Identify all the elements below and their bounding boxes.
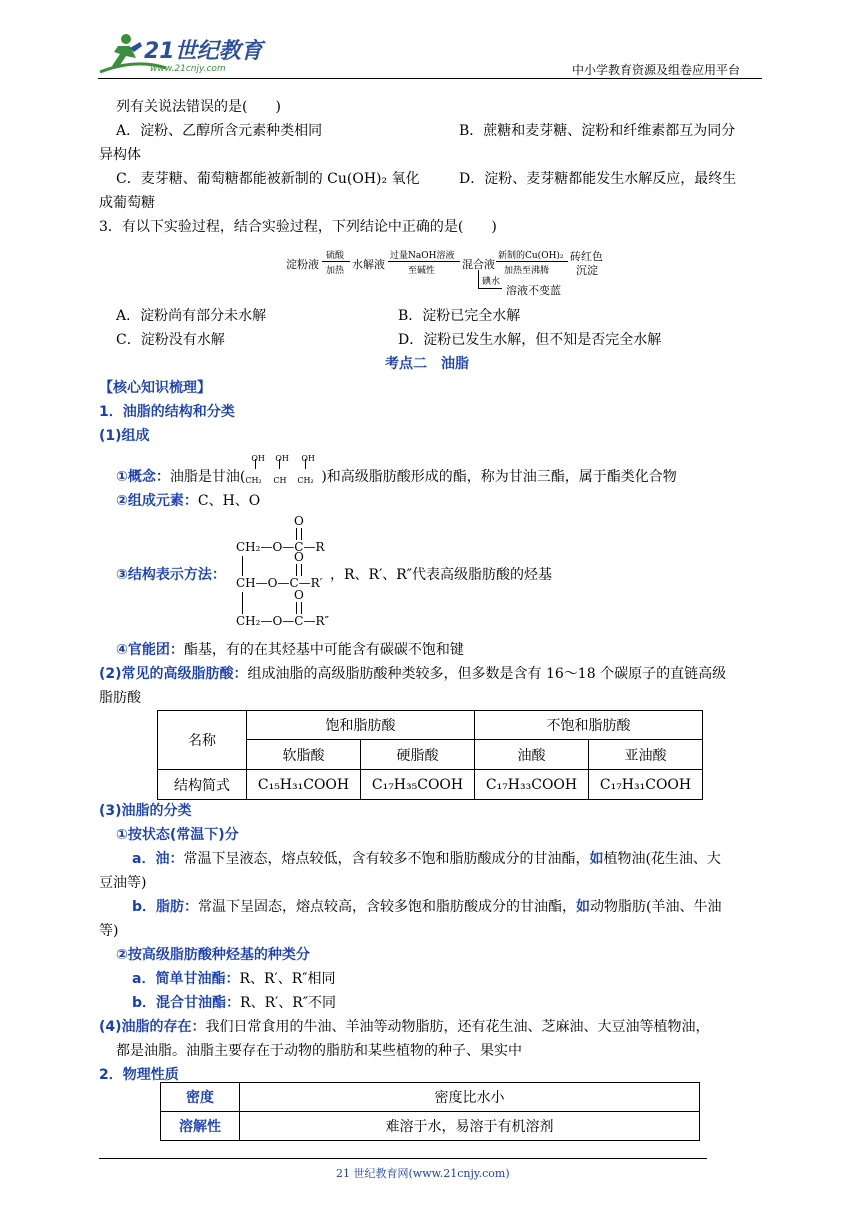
table-header-name: 名称 (158, 711, 247, 770)
glycerol-oh-1: OH (251, 454, 265, 463)
flow-arrow1-top: 硫酸 (326, 251, 345, 261)
q2-option-d-cont: 成葡萄糖 (99, 195, 155, 211)
q2-option-d: D．淀粉、麦芽糖都能发生水解反应，最终生 (459, 171, 737, 187)
ester-row-2: CH—O—C—R′ (236, 576, 323, 590)
logo-url: www.21cnjy.com (150, 64, 226, 74)
glycerol-oh-2: OH (275, 454, 289, 463)
simple-glyceride-line (132, 969, 335, 989)
flow-arrow2-line (388, 261, 460, 262)
table-formula: C₁₇H₃₅COOH (361, 770, 475, 800)
carbonyl-bond-3 (296, 602, 302, 614)
mixed-label: b．混合甘油酯： (132, 995, 241, 1011)
table-formula: C₁₇H₃₃COOH (475, 770, 589, 800)
table-acid-name: 软脂酸 (247, 740, 361, 770)
fatty-acid-table (157, 710, 703, 800)
existence-text-1: 我们日常食用的牛油、羊油等动物脂肪，还有花生油、芝麻油、大豆油等植物油， (205, 1019, 710, 1035)
flow-step-starch: 淀粉液 (286, 258, 319, 271)
q2-option-c: C．麦芽糖、葡萄糖都能被新制的 Cu(OH)₂ 氧化 (116, 171, 420, 187)
flow-arrow3-bottom: 加热至沸腾 (504, 266, 550, 276)
prop-key: 密度 (161, 1083, 240, 1112)
fat-ru: 如 (576, 899, 591, 915)
concept-pre: 油脂是甘油( (169, 469, 246, 485)
q3-option-a: A．淀粉尚有部分未水解 (116, 308, 267, 324)
structure-line (116, 565, 226, 585)
carbonyl-o-2: O (294, 550, 304, 564)
flow-branch-result: 溶液不变蓝 (506, 284, 561, 297)
flow-step-mixture: 混合液 (462, 258, 495, 271)
q3-stem: 3．有以下实验过程，结合实验过程，下列结论中正确的是( ) (99, 219, 497, 235)
section-title: 考点二 油脂 (385, 356, 469, 372)
flow-branch-reagent: 碘水 (482, 277, 501, 287)
oil-line-1 (132, 849, 721, 869)
fat-text-2: 动物脂肪(羊油、牛油 (590, 899, 722, 915)
fat-line-2: 等) (99, 923, 119, 939)
flow-arrow2-top: 过量NaOH溶液 (390, 251, 455, 261)
fat-label: b．脂肪： (132, 899, 199, 915)
s1-3-title: (3)油脂的分类 (99, 803, 192, 819)
flow-arrow1-line (322, 261, 350, 262)
table-acid-name: 硬脂酸 (361, 740, 475, 770)
q3-option-c: C．淀粉没有水解 (116, 332, 225, 348)
flow-branch-arrow (478, 288, 502, 289)
func-label: ④官能团： (116, 642, 184, 658)
q3-option-b: B．淀粉已完全水解 (398, 308, 521, 324)
table-header-saturated: 饱和脂肪酸 (247, 711, 475, 740)
fatty-acid-label: (2)常见的高级脂肪酸： (99, 666, 248, 682)
structure-label: ③结构表示方法： (116, 567, 226, 583)
flow-step-hydrolysate: 水解液 (352, 258, 385, 271)
structure-text: ，R、R′、R″代表高级脂肪酸的烃基 (330, 567, 553, 583)
oil-text-2: 植物油(花生油、大 (603, 851, 721, 867)
q3-option-d: D．淀粉已发生水解，但不知是否完全水解 (398, 332, 662, 348)
simple-label: a．简单甘油酯： (132, 971, 240, 987)
existence-label: (4)油脂的存在： (99, 1019, 206, 1035)
ester-row-1: CH₂—O—C—R (236, 540, 325, 554)
oil-ru: 如 (589, 851, 604, 867)
platform-title: 中小学教育资源及组卷应用平台 (572, 63, 741, 77)
table-formula: C₁₇H₃₁COOH (589, 770, 703, 800)
existence-line-2: 都是油脂。油脂主要存在于动物的脂肪和某些植物的种子、果实中 (116, 1043, 522, 1059)
elements-label: ②组成元素： (116, 493, 198, 509)
oil-text-1: 常温下呈液态，熔点较低，含有较多不饱和脂肪酸成分的甘油酯， (183, 851, 590, 867)
existence-line-1 (99, 1017, 710, 1037)
flow-arrow3-top: 新制的Cu(OH)₂ (498, 251, 564, 261)
carbonyl-bond-1 (296, 528, 302, 540)
oil-label: a．油： (132, 851, 184, 867)
simple-text: R、R′、R″相同 (239, 971, 336, 987)
s1-1-title: (1)组成 (99, 428, 150, 444)
glycerol-bond-1 (255, 459, 256, 469)
table-formula: C₁₅H₃₁COOH (247, 770, 361, 800)
fatty-acid-text: 组成油脂的高级脂肪酸种类较多，但多数是含有 16～18 个碳原子的直链高级 (247, 666, 727, 682)
backbone-bond-2 (242, 592, 243, 614)
glycerol-bond-2 (279, 459, 280, 469)
flow-arrow3-line (496, 261, 568, 262)
concept-line (116, 454, 677, 487)
glycerol-ch: CH (273, 476, 287, 485)
mixed-text: R、R′、R″不同 (240, 995, 337, 1011)
glycerol-oh-3: OH (301, 454, 315, 463)
flow-arrow1-bottom: 加热 (326, 266, 345, 276)
table-acid-name: 油酸 (475, 740, 589, 770)
footer-rule (99, 1158, 707, 1159)
prop-value: 密度比水小 (240, 1083, 700, 1112)
elements-line (116, 491, 260, 511)
q2-option-b: B．蔗糖和麦芽糖、淀粉和纤维素都互为同分 (459, 123, 736, 139)
logo-text: 21世纪教育 (144, 39, 263, 64)
glycerol-ch2-1: CH₂ (245, 476, 262, 485)
q2-stem: 列有关说法错误的是( ) (116, 99, 281, 115)
table-acid-name: 亚油酸 (589, 740, 703, 770)
table-formula-label: 结构简式 (158, 770, 247, 800)
fatty-acid-line-2: 脂肪酸 (99, 690, 141, 706)
fat-line-1 (132, 897, 722, 917)
flow-branch-line (478, 270, 479, 288)
oil-line-2: 豆油等) (99, 875, 147, 891)
elements-text: C、H、O (197, 493, 261, 509)
core-knowledge-title: 【核心知识梳理】 (99, 380, 211, 396)
triglyceride-structure (236, 514, 336, 636)
functional-group-line (116, 640, 464, 660)
carbonyl-o-1: O (294, 514, 304, 528)
flow-result-red-1: 砖红色 (570, 250, 603, 263)
s1-title: 1．油脂的结构和分类 (99, 404, 235, 420)
table-header-unsaturated: 不饱和脂肪酸 (475, 711, 703, 740)
q2-option-a: A．淀粉、乙醇所含元素种类相同 (116, 123, 323, 139)
mixed-glyceride-line (132, 993, 336, 1013)
backbone-bond-1 (242, 556, 243, 576)
concept-label: ①概念： (116, 469, 170, 485)
footer-text: 21 世纪教育网(www.21cnjy.com) (336, 1167, 510, 1180)
prop-key: 溶解性 (161, 1112, 240, 1141)
glycerol-structure (245, 454, 321, 487)
flow-arrow2-bottom: 至碱性 (408, 266, 436, 276)
header-rule (98, 78, 762, 79)
glycerol-bond-3 (305, 459, 306, 469)
carbonyl-o-3: O (294, 588, 304, 602)
prop-value: 难溶于水，易溶于有机溶剂 (240, 1112, 700, 1141)
fat-text-1: 常温下呈固态，熔点较高，含较多饱和脂肪酸成分的甘油酯， (198, 899, 577, 915)
by-kind-title: ②按高级脂肪酸种烃基的种类分 (116, 947, 310, 963)
ester-row-3: CH₂—O—C—R″ (236, 614, 329, 628)
q2-option-b-cont: 异构体 (99, 147, 141, 163)
concept-post: )和高级脂肪酸形成的酯，称为甘油三酯，属于酯类化合物 (321, 469, 677, 485)
s2-title: 2．物理性质 (99, 1067, 179, 1083)
q3-flowchart (286, 248, 616, 300)
glycerol-ch2-2: CH₂ (297, 476, 314, 485)
carbonyl-bond-2 (296, 564, 302, 576)
func-text: 酯基，有的在其烃基中可能含有碳碳不饱和键 (183, 642, 464, 658)
fatty-acid-line-1 (99, 664, 726, 684)
by-state-title: ①按状态(常温下)分 (116, 827, 239, 843)
physical-properties-table (160, 1082, 700, 1141)
flow-result-red-2: 沉淀 (576, 264, 598, 277)
